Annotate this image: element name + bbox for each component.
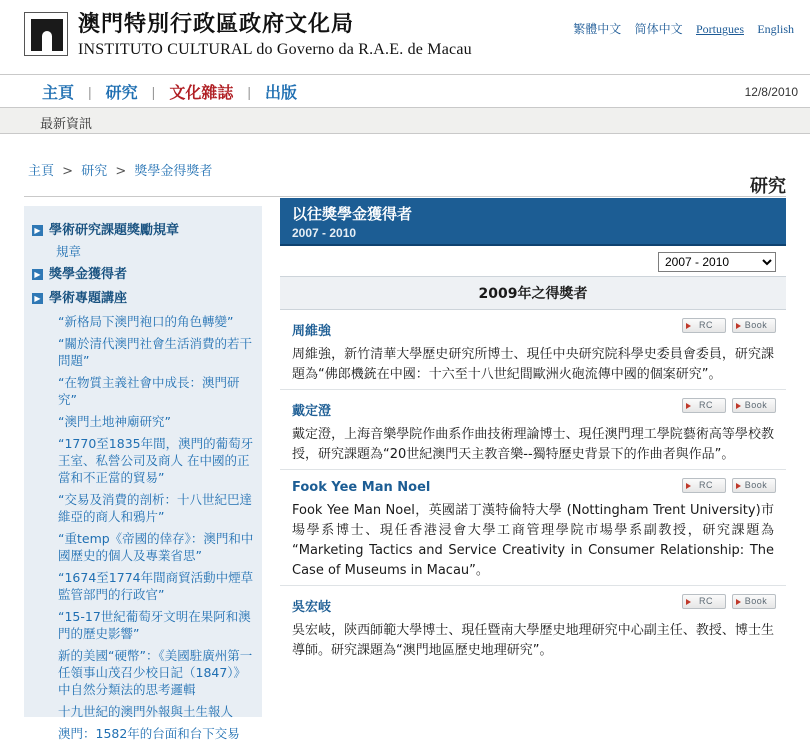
rc-button[interactable]: RC	[682, 594, 726, 609]
rc-button[interactable]: RC	[682, 478, 726, 493]
lang-traditional-chinese[interactable]: 繁體中文	[573, 22, 622, 36]
book-button[interactable]: Book	[732, 398, 776, 413]
main-content	[280, 198, 786, 665]
header-divider	[24, 196, 786, 197]
winner-entry	[280, 310, 786, 390]
rc-button[interactable]: RC	[682, 318, 726, 333]
org-name-chinese: 澳門特別行政區政府文化局	[78, 12, 355, 37]
book-button[interactable]: Book	[732, 594, 776, 609]
sidebar-lecture-item-12[interactable]: 澳門：1582年的台面和台下交易	[58, 726, 240, 741]
sidebar-lecture-item-6[interactable]: “交易及消費的剖析：十八世紀巴達維亞的商人和鴉片”	[58, 492, 252, 524]
winner-entry	[280, 470, 786, 586]
language-switcher	[563, 20, 794, 37]
breadcrumb-separator: >	[62, 164, 74, 179]
sidebar-lecture-item-11[interactable]: 十九世紀的澳門外報與土生報人	[58, 704, 234, 719]
sidebar-lecture-item-2[interactable]: “關於清代澳門社會生活消費的若干問題”	[58, 336, 252, 368]
sidebar-group-label: 學術研究課題獎勵規章	[49, 223, 180, 238]
winner-description: 周維強，新竹清華大學歷史研究所博士、現任中央研究院科學史委員會委員，研究課題為“佛郎機銃在中國：十六至十八世紀間歐洲火砲流傳中國的個案研究”。	[292, 347, 774, 382]
sidebar	[24, 206, 262, 741]
breadcrumb	[28, 160, 212, 179]
winner-entry	[280, 586, 786, 665]
breadcrumb-item-home[interactable]: 主頁	[28, 164, 55, 179]
site-logo[interactable]	[24, 12, 472, 60]
nav-item-home[interactable]: 主頁	[42, 83, 75, 102]
lang-simplified-chinese[interactable]: 简体中文	[634, 22, 683, 36]
sidebar-group-research-rules[interactable]	[32, 222, 254, 240]
panel-title: 以往獎學金獲得者	[292, 205, 413, 223]
year-range-select[interactable]	[658, 252, 776, 272]
rc-button[interactable]: RC	[682, 398, 726, 413]
nav-separator: |	[88, 83, 92, 100]
nav-separator: |	[151, 83, 156, 100]
sidebar-lecture-item-9[interactable]: “15-17世紀葡萄牙文明在果阿和澳門的歷史影響”	[58, 609, 251, 641]
panel-subtitle-years: 2007 - 2010	[292, 226, 357, 240]
winner-name: 吳宏岐	[292, 600, 332, 615]
entry-actions	[682, 478, 776, 493]
sidebar-lecture-item-5[interactable]: “1770至1835年間，澳門的葡萄牙王室、私營公司及商人 在中國的正當和不正當的貿易”	[58, 436, 254, 485]
institute-logo-icon	[24, 12, 68, 56]
sidebar-lecture-item-3[interactable]: “在物質主義社會中成長：澳門研究”	[58, 375, 240, 407]
lang-english[interactable]: English	[757, 22, 794, 36]
sidebar-lecture-item-8[interactable]: “1674至1774年間商貿活動中煙草監管部門的行政官”	[58, 570, 254, 602]
winner-description: 戴定澄，上海音樂學院作曲系作曲技術理論博士、現任澳門理工學院藝術高等學校教授，研究課題為“20世紀澳門天主教音樂--獨特歷史背景下的作曲者與作品”。	[292, 427, 774, 462]
org-name-portuguese: INSTITUTO CULTURAL do Governo da R.A.E. de Macau	[78, 41, 472, 58]
breadcrumb-item-research[interactable]: 研究	[81, 164, 108, 179]
nav-item-cultural-magazine[interactable]: 文化雜誌	[169, 83, 234, 102]
entry-actions	[682, 318, 776, 333]
chevron-right-icon: ▶	[32, 293, 43, 304]
entry-actions	[682, 594, 776, 609]
book-button[interactable]: Book	[732, 318, 776, 333]
chevron-right-icon: ▶	[32, 269, 43, 280]
sidebar-group-label: 學術專題講座	[49, 291, 128, 306]
winner-name: 戴定澄	[292, 404, 332, 419]
sub-navigation	[0, 108, 810, 134]
section-title-winners-2009: 2009年之得獎者	[280, 276, 786, 310]
sidebar-group-scholarship-winners[interactable]	[32, 266, 254, 284]
page-title: 研究	[750, 176, 786, 197]
current-date: 12/8/2010	[744, 85, 798, 99]
chevron-right-icon: ▶	[32, 225, 43, 236]
breadcrumb-item-scholarship-winners[interactable]: 獎學金得獎者	[134, 164, 213, 179]
winner-name: Fook Yee Man Noel	[292, 480, 431, 495]
lang-portuguese[interactable]: Portugues	[695, 22, 744, 36]
site-header	[0, 0, 810, 70]
subnav-item-latest-news[interactable]: 最新資訊	[40, 117, 93, 132]
book-button[interactable]: Book	[732, 478, 776, 493]
panel-header	[280, 198, 786, 246]
nav-item-publications[interactable]: 出版	[264, 83, 297, 102]
sidebar-lecture-item-1[interactable]: “新格局下澳門袍口的角色轉變”	[58, 314, 234, 329]
nav-items	[38, 80, 301, 103]
winner-name: 周維強	[292, 324, 332, 339]
main-navigation	[0, 74, 810, 108]
year-filter-row	[280, 246, 786, 276]
nav-separator: |	[247, 83, 251, 100]
entry-actions	[682, 398, 776, 413]
sidebar-lecture-item-7[interactable]: “重temp《帝國的倖存》：澳門和中國歷史的個人及專業省思”	[58, 531, 254, 563]
nav-item-research[interactable]: 研究	[105, 83, 138, 102]
breadcrumb-separator: >	[115, 164, 127, 179]
sidebar-group-academic-lectures[interactable]	[32, 290, 254, 308]
sidebar-lecture-item-4[interactable]: “澳門土地神廟研究”	[58, 414, 171, 429]
winner-entry	[280, 390, 786, 470]
sidebar-lecture-item-10[interactable]: 新的美國“硬幣”：《美國駐廣州第一任領事山茂召少校日記（1847）》中自然分類法的思考邏輯	[58, 648, 253, 697]
sidebar-item-rules[interactable]: 規章	[56, 244, 82, 259]
sidebar-group-label: 獎學金獲得者	[49, 267, 128, 282]
winner-description: Fook Yee Man Noel，英國諾丁漢特倫特大學 (Nottingham Trent University)市場學系博士、現任香港浸會大學工商管理學院市場學系副教授，研究課題為 “Marketing Tactics and Service Creativity in Consumer Relationship: The Case of Museums in Macau”。	[292, 503, 774, 578]
winner-description: 吳宏岐，陝西師範大學博士、現任暨南大學歷史地理研究中心副主任、教授、博士生導師。研究課題為“澳門地區歷史地理研究”。	[292, 623, 774, 658]
